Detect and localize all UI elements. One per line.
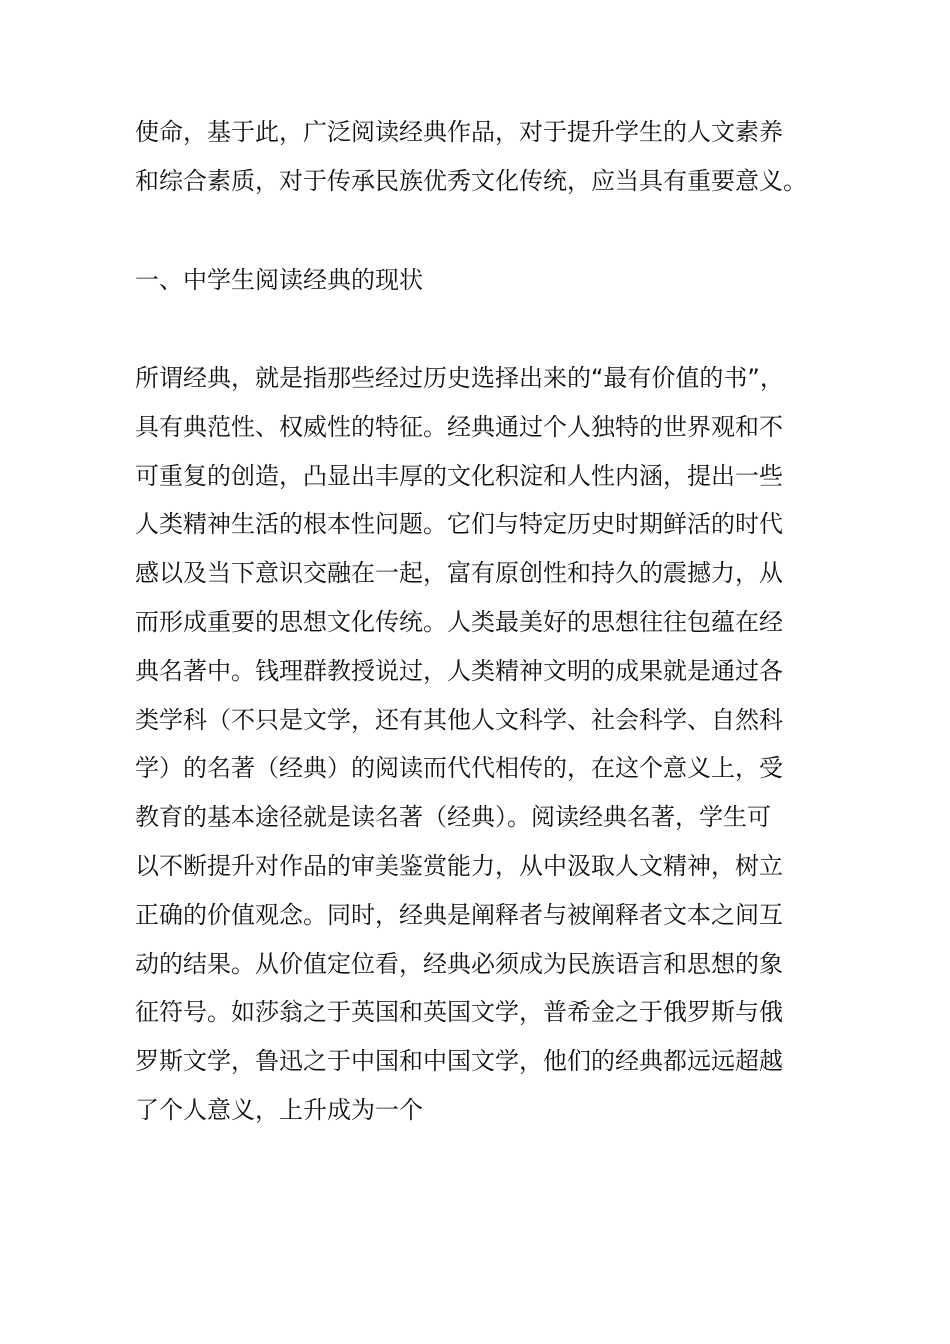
text-line: 了个人意义，上升成为一个 (135, 1095, 423, 1124)
text-line: 感以及当下意识交融在一起，富有原创性和持久的震撼力，从 (135, 559, 783, 588)
text-line: 动的结果。从价值定位看，经典必须成为民族语言和思想的象 (135, 949, 783, 978)
text-line: 类学科（不只是文学，还有其他人文科学、社会科学、自然科 (135, 705, 783, 734)
text-line: 学）的名著（经典）的阅读而代代相传的，在这个意义上，受 (135, 754, 783, 783)
section-heading (135, 256, 835, 305)
text-line: 可重复的创造，凸显出丰厚的文化积淀和人性内涵，提出一些 (135, 461, 783, 490)
text-line: 人类精神生活的根本性问题。它们与特定历史时期鲜活的时代 (135, 510, 783, 539)
intro-paragraph (135, 108, 835, 206)
text-line: 所谓经典，就是指那些经过历史选择出来的“最有价值的书”， (135, 364, 784, 392)
text-line: 以不断提升对作品的审美鉴赏能力，从中汲取人文精神，树立 (135, 851, 783, 880)
text-line: 罗斯文学，鲁迅之于中国和中国文学，他们的经典都远远超越 (135, 1047, 783, 1076)
text-line: 和综合素质，对于传承民族优秀文化传统，应当具有重要意义。 (135, 166, 807, 195)
section-heading-text: 一、中学生阅读经典的现状 (135, 266, 423, 294)
text-line: 征符号。如莎翁之于英国和英国文学，普希金之于俄罗斯与俄 (135, 998, 783, 1027)
text-line: 使命，基于此，广泛阅读经典作品，对于提升学生的人文素养 (135, 118, 783, 146)
text-line: 正确的价值观念。同时，经典是阐释者与被阐释者文本之间互 (135, 900, 783, 929)
text-line: 教育的基本途径就是读名著（经典）。阅读经典名著，学生可 (135, 803, 771, 832)
body-paragraph (135, 354, 835, 1135)
text-line: 典名著中。钱理群教授说过，人类精神文明的成果就是通过各 (135, 656, 783, 685)
text-line: 具有典范性、权威性的特征。经典通过个人独特的世界观和不 (135, 412, 783, 441)
text-line: 而形成重要的思想文化传统。人类最美好的思想往往包蕴在经 (135, 607, 783, 636)
